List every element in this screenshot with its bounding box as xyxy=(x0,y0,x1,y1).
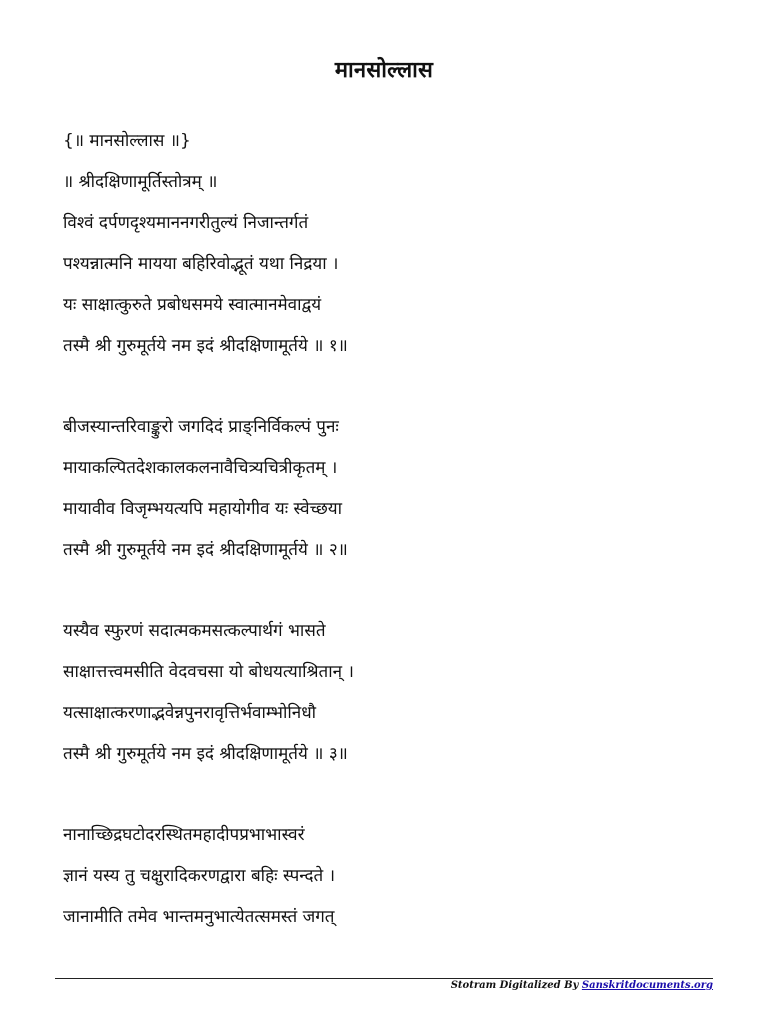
stotram-title-line: ॥ श्रीदक्षिणामूर्तिस्तोत्रम् ॥ xyxy=(63,172,218,192)
verse-line: तस्मै श्री गुरुमूर्तये नम इदं श्रीदक्षिणामूर्तये ॥ ३॥ xyxy=(63,744,348,764)
header-line: {॥ मानसोल्लास ॥} xyxy=(63,131,191,151)
verse-line: मायाकल्पितदेशकालकलनावैचित्र्यचित्रीकृतम् । xyxy=(63,458,338,478)
verse-line: नानाच्छिद्रघटोदरस्थितमहादीपप्रभाभास्वरं xyxy=(63,825,305,845)
verse-line: यः साक्षात्कुरुते प्रबोधसमये स्वात्मानमेवाद्वयं xyxy=(63,295,322,315)
verse-line: साक्षात्तत्त्वमसीति वेदवचसा यो बोधयत्याश्रितान् । xyxy=(63,662,354,682)
sanskritdocuments-link[interactable]: Sanskritdocuments.org xyxy=(581,980,713,991)
verse-line: जानामीति तमेव भान्तमनुभात्येतत्समस्तं जगत् xyxy=(63,907,335,927)
verse-line: बीजस्यान्तरिवाङ्कुरो जगदिदं प्राङ्निर्विकल्पं पुनः xyxy=(63,417,339,437)
page-title: मानसोल्लास xyxy=(334,58,434,83)
verse-line: तस्मै श्री गुरुमूर्तये नम इदं श्रीदक्षिणामूर्तये ॥ २॥ xyxy=(63,540,348,560)
verse-line: यस्यैव स्फुरणं सदात्मकमसत्कल्पार्थगं भासते xyxy=(63,621,326,641)
verse-line: तस्मै श्री गुरुमूर्तये नम इदं श्रीदक्षिणामूर्तये ॥ १॥ xyxy=(63,336,348,356)
verse-line: पश्यन्नात्मनि मायया बहिरिवोद्भूतं यथा निद्रया । xyxy=(63,254,339,274)
stanza-gap xyxy=(63,576,713,616)
verse-line: मायावीव विजृम्भयत्यपि महायोगीव यः स्वेच्छया xyxy=(63,499,343,519)
footer-credit xyxy=(451,980,713,991)
verse-line: यत्साक्षात्करणाद्भवेन्नपुनरावृत्तिर्भवाम्भोनिधौ xyxy=(63,703,317,723)
footer-divider xyxy=(55,978,713,979)
document-body xyxy=(63,126,713,943)
stanza-gap xyxy=(63,372,713,412)
footer-prefix: Stotram Digitalized By xyxy=(450,980,582,991)
verse-line: ज्ञानं यस्य तु चक्षुरादिकरणद्वारा बहिः स्पन्दते । xyxy=(63,866,336,886)
verse-line: विश्वं दर्पणदृश्यमाननगरीतुल्यं निजान्तर्गतं xyxy=(63,213,309,233)
stanza-gap xyxy=(63,780,713,820)
